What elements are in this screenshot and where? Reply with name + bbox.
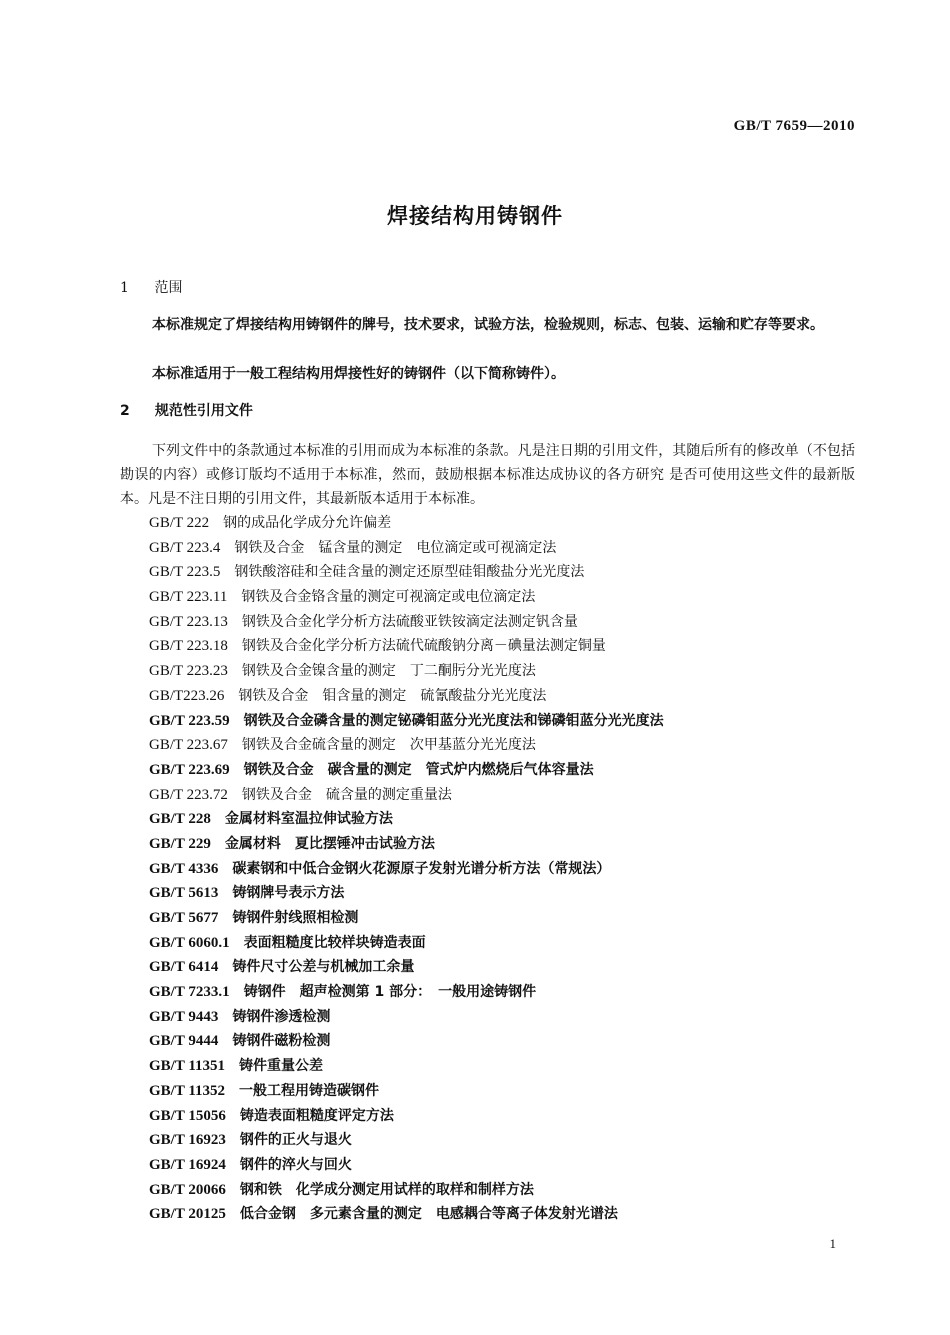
reference-title: 钢铁及合金 碳含量的测定 管式炉内燃烧后气体容量法	[243, 761, 594, 778]
reference-item	[149, 610, 869, 635]
reference-item	[149, 1079, 869, 1104]
reference-title: 钢铁及合金镍含量的测定 丁二酮肟分光光度法	[241, 663, 536, 680]
reference-title: 钢铁及合金 钼含量的测定 硫氰酸盐分光光度法	[238, 687, 547, 704]
section-number: 1	[120, 280, 129, 296]
reference-code: GB/T 223.4	[149, 539, 221, 556]
reference-item	[149, 1029, 869, 1054]
reference-title: 铸造表面粗糙度评定方法	[239, 1107, 394, 1124]
reference-code: GB/T 223.18	[149, 638, 228, 655]
reference-title: 金属材料 夏比摆锤冲击试验方法	[224, 835, 435, 852]
reference-item	[149, 659, 869, 684]
reference-item	[149, 733, 869, 758]
reference-title: 钢铁酸溶硅和全硅含量的测定还原型硅钼酸盐分光光度法	[234, 564, 585, 581]
page-number: 1	[829, 1236, 836, 1251]
reference-title: 钢件的正火与退火	[239, 1132, 352, 1149]
reference-title: 铸钢件渗透检测	[232, 1008, 331, 1025]
section-2-heading	[120, 400, 253, 420]
reference-code: GB/T 16923	[149, 1132, 226, 1149]
reference-title: 钢铁及合金化学分析方法硫酸亚铁铵滴定法测定钒含量	[241, 613, 578, 630]
reference-title: 钢和铁 化学成分测定用试样的取样和制样方法	[239, 1181, 534, 1198]
reference-item	[149, 980, 869, 1005]
reference-title: 铸钢件射线照相检测	[232, 910, 359, 926]
reference-title: 钢的成品化学成分允许偏差	[223, 515, 392, 531]
reference-title: 钢铁及合金化学分析方法硫代硫酸钠分离－碘量法测定铜量	[241, 638, 606, 655]
reference-item	[149, 1178, 869, 1203]
reference-title: 低合金钢 多元素含量的测定 电感耦合等离子体发射光谱法	[239, 1206, 618, 1223]
reference-title: 铸件重量公差	[239, 1058, 323, 1075]
reference-title: 铸件尺寸公差与机械加工余量	[232, 959, 415, 976]
reference-title: 铸钢件磁粉检测	[232, 1033, 331, 1050]
reference-code: GB/T 223.13	[149, 613, 228, 630]
reference-title: 钢铁及合金硫含量的测定 次甲基蓝分光光度法	[241, 737, 536, 754]
reference-item	[149, 906, 869, 931]
reference-list	[149, 511, 869, 1227]
reference-code: GB/T 15056	[149, 1107, 226, 1124]
reference-title: 铸钢牌号表示方法	[232, 885, 345, 902]
reference-code: GB/T 7233.1	[149, 984, 230, 1001]
section-title: 范围	[154, 280, 183, 296]
reference-item	[149, 634, 869, 659]
reference-code: GB/T 16924	[149, 1156, 226, 1173]
reference-item	[149, 807, 869, 832]
reference-title: 一般工程用铸造碳钢件	[239, 1082, 379, 1099]
reference-item	[149, 560, 869, 585]
section-title: 规范性引用文件	[154, 403, 253, 419]
reference-item	[149, 857, 869, 882]
reference-item	[149, 1005, 869, 1030]
scope-paragraph-1: 本标准规定了焊接结构用铸钢件的牌号，技术要求，试验方法，检验规则，标志、包装、运输和贮存等要求。	[152, 317, 824, 333]
reference-item	[149, 881, 869, 906]
reference-item	[149, 511, 869, 536]
reference-item	[149, 832, 869, 857]
reference-code: GB/T 5677	[149, 910, 219, 926]
reference-title: 钢铁及合金 锰含量的测定 电位滴定或可视滴定法	[234, 539, 557, 556]
reference-item	[149, 931, 869, 956]
reference-code: GB/T223.26	[149, 687, 225, 704]
reference-code: GB/T 222	[149, 515, 210, 531]
reference-code: GB/T 9444	[149, 1033, 219, 1050]
reference-title: 钢铁及合金铬含量的测定可视滴定或电位滴定法	[241, 589, 536, 606]
reference-title: 铸钢件 超声检测第 1 部分： 一般用途铸钢件	[243, 984, 537, 1001]
reference-code: GB/T 11352	[149, 1082, 225, 1099]
reference-item	[149, 758, 869, 783]
reference-code: GB/T 223.67	[149, 737, 228, 754]
reference-item	[149, 536, 869, 561]
reference-title: 钢件的淬火与回火	[239, 1156, 352, 1173]
section-number: 2	[120, 403, 130, 419]
reference-code: GB/T 9443	[149, 1008, 219, 1025]
reference-title: 金属材料室温拉伸试验方法	[224, 811, 393, 828]
document-title: 焊接结构用铸钢件	[387, 204, 563, 228]
reference-code: GB/T 223.59	[149, 712, 230, 729]
reference-title: 钢铁及合金 硫含量的测定重量法	[241, 786, 452, 803]
reference-code: GB/T 229	[149, 835, 211, 852]
reference-code: GB/T 20125	[149, 1206, 226, 1223]
reference-item	[149, 585, 869, 610]
reference-item	[149, 955, 869, 980]
reference-code: GB/T 223.11	[149, 589, 228, 606]
reference-code: GB/T 223.69	[149, 761, 230, 778]
reference-code: GB/T 20066	[149, 1181, 226, 1198]
scope-paragraph-2: 本标准适用于一般工程结构用焊接性好的铸钢件（以下简称铸件）。	[152, 366, 565, 382]
reference-title: 表面粗糙度比较样块铸造表面	[243, 934, 426, 951]
reference-code: GB/T 5613	[149, 885, 219, 902]
reference-item	[149, 1153, 869, 1178]
standard-number: GB/T 7659—2010	[733, 118, 855, 134]
reference-item	[149, 709, 869, 734]
reference-code: GB/T 11351	[149, 1058, 225, 1075]
reference-code: GB/T 6414	[149, 959, 219, 976]
reference-code: GB/T 228	[149, 811, 211, 828]
reference-item	[149, 1128, 869, 1153]
reference-title: 碳素钢和中低合金钢火花源原子发射光谱分析方法（常规法）	[232, 860, 611, 877]
reference-code: GB/T 4336	[149, 860, 219, 877]
reference-code: GB/T 223.5	[149, 564, 221, 581]
reference-item	[149, 1054, 869, 1079]
references-intro: 下列文件中的条款通过本标准的引用而成为本标准的条款。凡是注日期的引用文件，其随后所有的修改单（不包括勘误的内容）或修订版均不适用于本标准，然而，鼓励根据本标准达成协议的各方研究 是否可使用这些文件的最新版本。凡是不注日期的引用文件，其最新版本适用于本标准。	[120, 443, 855, 507]
reference-code: GB/T 6060.1	[149, 934, 230, 951]
reference-item	[149, 783, 869, 808]
reference-title: 钢铁及合金磷含量的测定铋磷钼蓝分光光度法和锑磷钼蓝分光光度法	[243, 712, 664, 729]
reference-item	[149, 1104, 869, 1129]
reference-item	[149, 1202, 869, 1227]
reference-code: GB/T 223.72	[149, 786, 228, 803]
section-1-heading	[120, 277, 182, 297]
reference-code: GB/T 223.23	[149, 663, 228, 680]
reference-item	[149, 684, 869, 709]
